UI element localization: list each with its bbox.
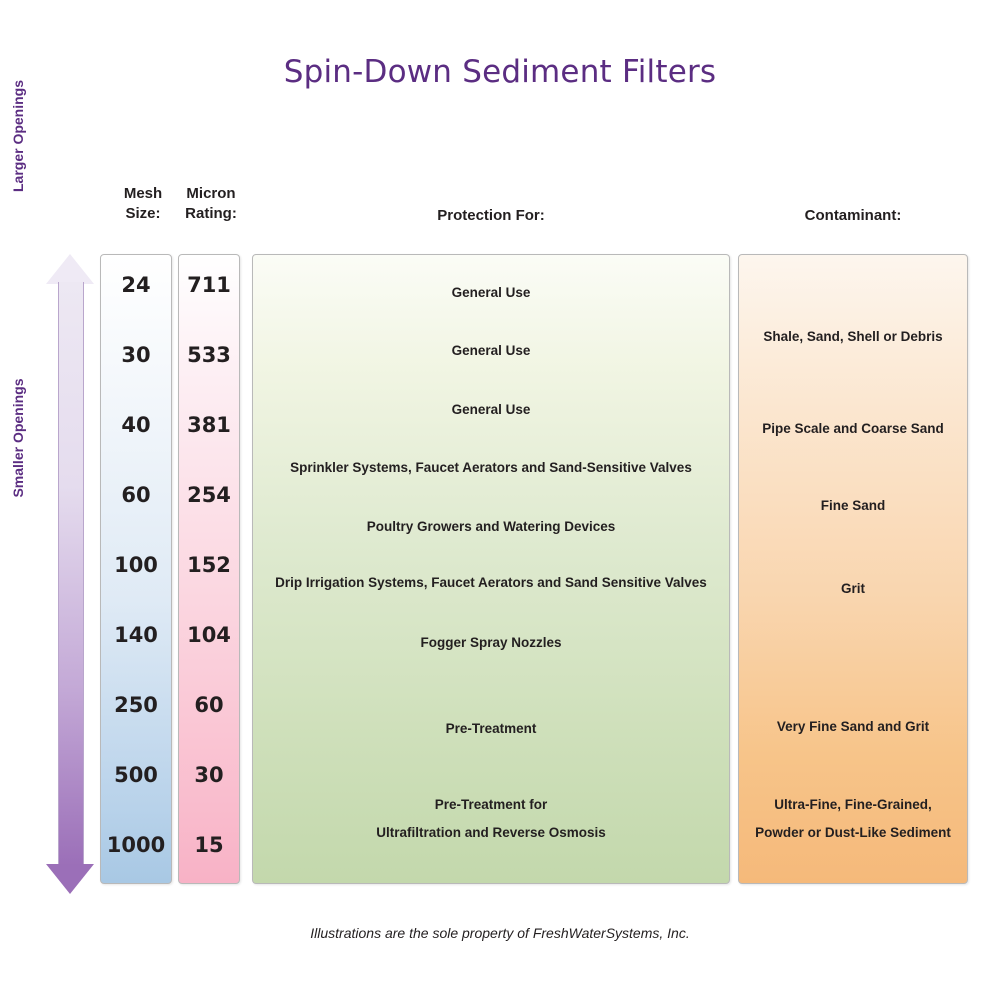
contaminant-label: Ultra-Fine, Fine-Grained,: [774, 797, 932, 812]
mesh-size-column: [100, 254, 172, 884]
micron-value-cell: 711: [187, 273, 231, 297]
protection-label: Fogger Spray Nozzles: [420, 635, 562, 650]
mesh-value-cell: 40: [121, 413, 151, 437]
mesh-value-cell: 60: [121, 483, 151, 507]
mesh-header-line2: Size:: [125, 205, 161, 223]
contaminant-label: Very Fine Sand and Grit: [776, 719, 930, 734]
micron-rating-column: [178, 254, 240, 884]
contaminant-label: Grit: [840, 581, 865, 596]
mesh-value-cell: 1000: [106, 833, 166, 857]
protection-label: Pre-Treatment: [445, 721, 537, 736]
micron-header-line1: Micron: [186, 185, 236, 202]
mesh-value-cell: 24: [121, 273, 151, 297]
micron-value-cell: 533: [187, 343, 231, 367]
micron-value-cell: 15: [194, 833, 224, 857]
protection-label: Ultrafiltration and Reverse Osmosis: [376, 825, 606, 840]
micron-value-cell: 381: [187, 413, 231, 437]
mesh-value-cell: 250: [114, 693, 158, 717]
protection-label: General Use: [451, 343, 531, 358]
contaminant-label: Powder or Dust-Like Sediment: [755, 825, 951, 840]
contaminant-label: Fine Sand: [820, 498, 886, 513]
arrow-down-icon: [46, 864, 94, 894]
column-header-micron-rating: [166, 184, 256, 225]
protection-label: General Use: [451, 285, 531, 300]
column-header-protection-for: Protection For:: [437, 207, 545, 224]
mesh-header-line1: Mesh: [123, 185, 163, 202]
axis-label-larger-openings: Larger Openings: [10, 79, 26, 193]
micron-value-cell: 104: [187, 623, 231, 647]
mesh-value-cell: 140: [114, 623, 158, 647]
micron-value-cell: 30: [194, 763, 224, 787]
micron-value-cell: 254: [187, 483, 231, 507]
page-title: Spin-Down Sediment Filters: [283, 54, 717, 90]
protection-for-column: [252, 254, 730, 884]
protection-label: Sprinkler Systems, Faucet Aerators and Sand-Sensitive Valves: [290, 460, 692, 475]
protection-label: Poultry Growers and Watering Devices: [366, 519, 616, 534]
mesh-value-cell: 100: [114, 553, 158, 577]
axis-label-smaller-openings: Smaller Openings: [10, 378, 26, 498]
opening-size-arrow: [46, 254, 94, 894]
contaminant-label: Pipe Scale and Coarse Sand: [762, 421, 944, 436]
arrow-up-icon: [46, 254, 94, 284]
contaminant-label: Shale, Sand, Shell or Debris: [763, 329, 943, 344]
micron-value-cell: 60: [194, 693, 224, 717]
mesh-value-cell: 500: [114, 763, 158, 787]
protection-label: General Use: [451, 402, 531, 417]
micron-value-cell: 152: [187, 553, 231, 577]
footer-credit: Illustrations are the sole property of FreshWaterSystems, Inc.: [310, 925, 690, 941]
micron-header-line2: Rating:: [185, 205, 237, 223]
column-header-contaminant: Contaminant:: [804, 207, 902, 224]
protection-label: Drip Irrigation Systems, Faucet Aerators and Sand Sensitive Valves: [275, 575, 707, 590]
contaminant-column: [738, 254, 968, 884]
protection-label: Pre-Treatment for: [434, 797, 548, 812]
arrow-gradient-bar: [58, 282, 84, 866]
mesh-value-cell: 30: [121, 343, 151, 367]
